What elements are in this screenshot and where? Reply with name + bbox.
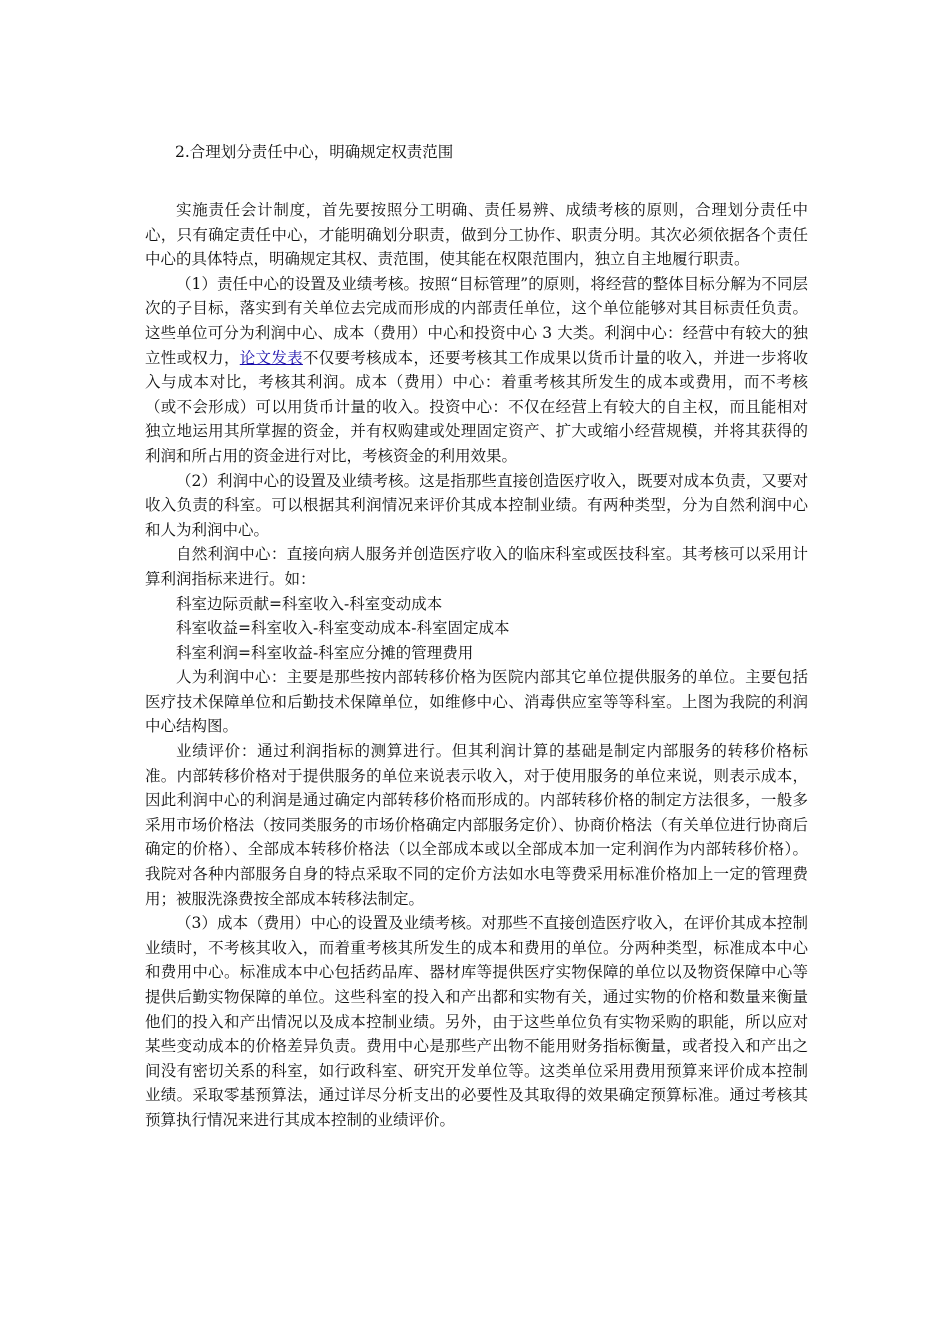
- document-page: [145, 140, 808, 1133]
- paragraph-performance-evaluation: 业绩评价：通过利润指标的测算进行。但其利润计算的基础是制定内部服务的转移价格标准。内部转移价格对于提供服务的单位来说表示收入，对于使用服务的单位来说，则表示成本，因此利润中心的利润是通过确定内部转移价格而形成的。内部转移价格的制定方法很多，一般多采用市场价格法（按同类服务的市场价格确定内部服务定价）、协商价格法（有关单位进行协商后确定的价格）、全部成本转移价格法（以全部成本或以全部成本加一定利润作为内部转移价格）。我院对各种内部服务自身的特点采取不同的定价方法如水电等费采用标准价格加上一定的管理费用；被服洗涤费按全部成本转移法制定。: [145, 742, 808, 908]
- paragraph-artificial-profit-center: 人为利润中心：主要是那些按内部转移价格为医院内部其它单位提供服务的单位。主要包括医疗技术保障单位和后勤技术保障单位，如维修中心、消毒供应室等等科室。上图为我院的利润中心结构图。: [145, 668, 808, 736]
- paragraph-cost-center: （3）成本（费用）中心的设置及业绩考核。对那些不直接创造医疗收入，在评价其成本控制业绩时，不考核其收入，而着重考核其所发生的成本和费用的单位。分两种类型，标准成本中心和费用中心。标准成本中心包括药品库、器材库等提供医疗实物保障的单位以及物资保障中心等提供后勤实物保障的单位。这些科室的投入和产出都和实物有关，通过实物的价格和数量来衡量他们的投入和产出情况以及成本控制业绩。另外，由于这些单位负有实物采购的职能，所以应对某些变动成本的价格差异负责。费用中心是那些产出物不能用财务指标衡量，或者投入和产出之间没有密切关系的科室，如行政科室、研究开发单位等。这类单位采用费用预算来评价成本控制业绩。采取零基预算法，通过详尽分析支出的必要性及其取得的效果确定预算标准。通过考核其预算执行情况来进行其成本控制的业绩评价。: [145, 914, 808, 1129]
- paragraph-text: 不仅要考核成本，还要考核其工作成果以货币计量的收入，并进一步将收入与成本对比，考核其利润。成本（费用）中心：着重考核其所发生的成本或费用，而不考核（或不会形成）可以用货币计量的收入。投资中心：不仅在经营上有较大的自主权，而且能相对独立地运用其所掌握的资金，并有权购建或处理固定资产、扩大或缩小经营规模，并将其获得的利润和所占用的资金进行对比，考核资金的利用效果。: [145, 348, 808, 465]
- section-heading: 2.合理划分责任中心，明确规定权责范围: [175, 143, 454, 161]
- paragraph-profit-center: （2）利润中心的设置及业绩考核。这是指那些直接创造医疗收入，既要对成本负责，又要对收入负责的科室。可以根据其利润情况来评价其成本控制业绩。有两种类型，分为自然利润中心和人为利润中心。: [145, 471, 808, 539]
- formula-line: 科室收益=科室收入-科室变动成本-科室固定成本: [176, 619, 510, 638]
- paper-publish-link[interactable]: 论文发表: [239, 348, 303, 367]
- paragraph-natural-profit-center: 自然利润中心：直接向病人服务并创造医疗收入的临床科室或医技科室。其考核可以采用计算利润指标来进行。如：: [145, 545, 808, 588]
- paragraph-responsibility-centers: [145, 272, 808, 469]
- paragraph-text: （1）责任中心的设置及业绩考核。按照“目标管理”的原则，将经营的整体目标分解为不同层次的子目标，落实到有关单位去完成而形成的内部责任单位，这个单位能够对其目标责任负责。这些单位可分为利润中心、成本（费用）中心和投资中心 3 大类。利润中心：经营中有较大的独立性或权力，: [145, 274, 808, 367]
- paragraph-intro: 实施责任会计制度，首先要按照分工明确、责任易辨、成绩考核的原则，合理划分责任中心，只有确定责任中心，才能明确划分职责，做到分工协作、职责分明。其次必须依据各个责任中心的具体特点，明确规定其权、责范围，使其能在权限范围内，独立自主地履行职责。: [145, 201, 808, 269]
- formula-line: 科室利润=科室收益-科室应分摊的管理费用: [176, 643, 474, 662]
- formula-line: 科室边际贡献=科室收入-科室变动成本: [176, 594, 443, 613]
